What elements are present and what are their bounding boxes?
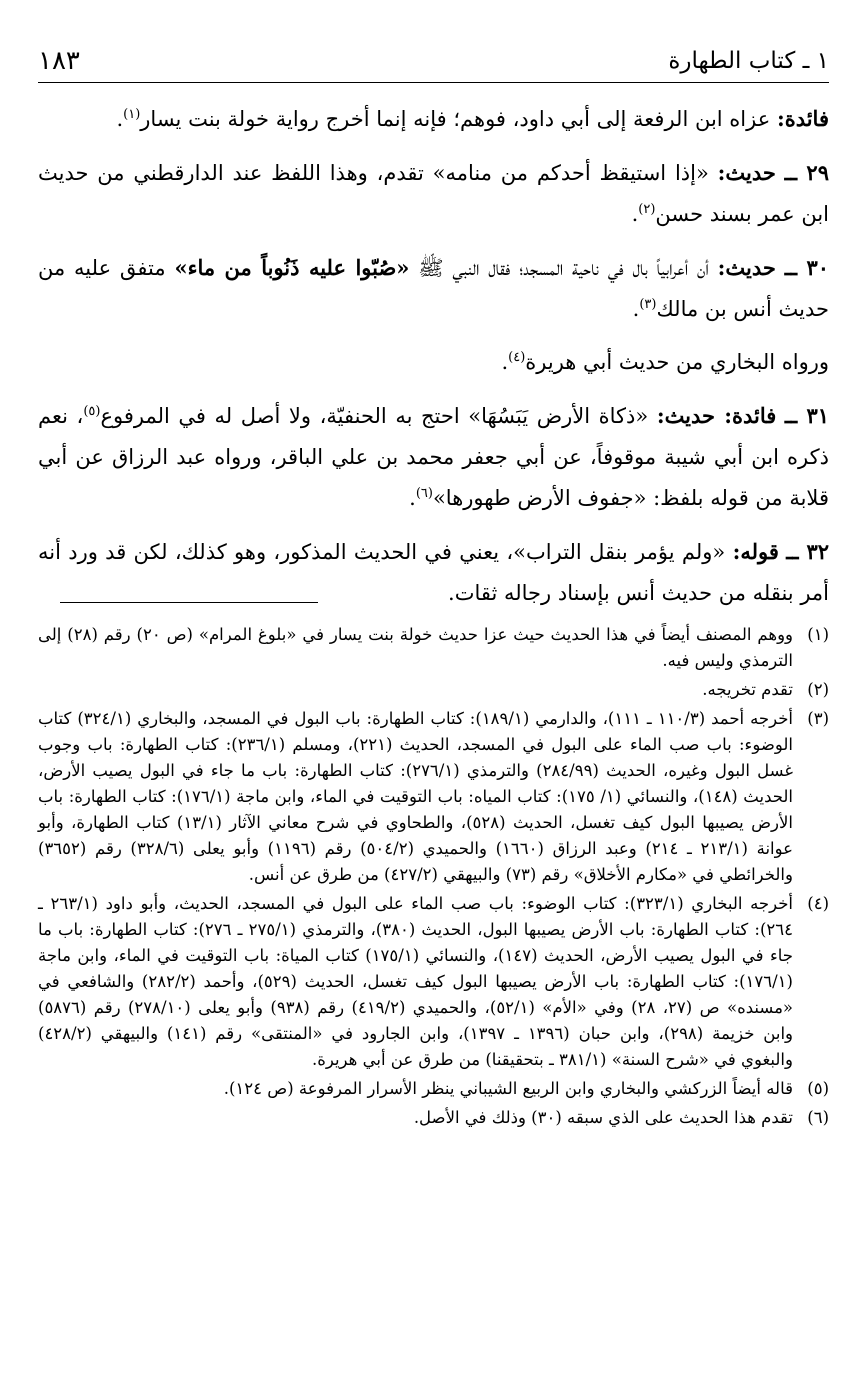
footnote-ref: (٥): [83, 404, 101, 419]
running-title: ١ ـ كتاب الطهارة: [668, 48, 829, 74]
paragraph-text: متفق عليه من حديث أنس بن مالك: [38, 256, 829, 321]
paragraph-text: عزاه ابن الرفعة إلى أبي داود، فوهم؛ فإنه إنما أخرج رواية خولة بنت يسار: [140, 107, 777, 131]
footnote-text: تقدم تخريجه.: [702, 680, 793, 699]
hadith-number: ٣٢ ــ: [786, 539, 829, 564]
hadith-number: ٣١ ــ: [784, 403, 829, 428]
footnote-ref: (٢): [638, 202, 656, 217]
paragraph-hadith-30: [38, 247, 829, 330]
page-header: [38, 44, 829, 84]
footnote-text: أخرجه البخاري (٣٢٣/١): كتاب الوضوء: باب صب الماء على البول في المسجد، الحديث، وأبو داود (٢٦٣/١ ـ ٢٦٤): كتاب الطهارة: باب الأرض يصيبها البول، الحديث (٣٨٠)، والترمذي (٢٧٥/١ ـ ٢٧٦): كتاب الطهارة: باب ما جاء في البول يصيب الأرض، الحديث (١٤٧)، والنسائي (١٧٥/١) كتاب المياة: باب التوقيت في الماء، وابن ماجة (١٧٦/١): كتاب الطهارة: باب الأرض يصيبها البول كيف تغسل، الحديث (٥٢٩)، وأحمد (٢٨٢/٢) والشافعي في «مسنده» ص (٢٧، ٢٨) وفي «الأم» (٥٢/١)، والحميدي (٤١٩/٢) رقم (٩٣٨) وأبو يعلى (٢٧٨/١٠) رقم (٥٨٧٦) وابن خزيمة (٢٩٨)، وابن حبان (١٣٩٦ ـ ١٣٩٧)، وابن الجارود في «المنتقى» رقم (١٤١) والبيهقي (٤٢٨/٢) والبغوي في «شرح السنة» (٣٨١/١ ـ بتحقيقنا) من طرق عن أبي هريرة.: [38, 894, 794, 1069]
paragraph-end: .: [409, 486, 416, 510]
paragraph-end: .: [501, 350, 509, 374]
footnote-number: (١): [807, 625, 829, 644]
header-rule: [38, 82, 829, 83]
hadith-number: ٣٠ ــ: [784, 255, 829, 280]
footnote-ref: (١): [123, 107, 141, 122]
footnote-text: ووهم المصنف أيضاً في هذا الحديث حيث عزا حديث خولة بنت يسار في «بلوغ المرام» (ص ٢٠) رقم (٢٨) إلى الترمذي وليس فيه.: [38, 625, 793, 670]
hadith-number: ٢٩ ــ: [784, 160, 829, 185]
footnote-ref: (٦): [415, 486, 433, 501]
footnote: [38, 622, 829, 674]
paragraph-label: حديث:: [717, 255, 776, 280]
paragraph-text: «ولم يؤمر بنقل التراب»، يعني في الحديث المذكور، وهو كذلك، لكن قد ورد أنه أمر بنقله من حديث أنس بإسناد رجاله ثقات.: [38, 540, 829, 605]
footnote: [38, 1105, 829, 1131]
main-text: [38, 98, 829, 614]
paragraph-bukhari-narration: [38, 342, 829, 383]
paragraph-hadith-31: [38, 395, 829, 519]
footnote-text: قاله أيضاً الزركشي والبخاري وابن الربيع الشيباني ينظر الأسرار المرفوعة (ص ١٢٤).: [223, 1079, 793, 1098]
paragraph-label: حديث:: [717, 160, 776, 185]
footnote-text: تقدم هذا الحديث على الذي سبقه (٣٠) وذلك في الأصل.: [413, 1108, 793, 1127]
footnote: [38, 891, 829, 1073]
footnote-ref: (٣): [639, 297, 657, 312]
footnote: [38, 706, 829, 888]
paragraph-text: ، نعم ذكره ابن أبي شيبة موقوفاً، عن أبي جعفر محمد بن علي الباقر، ورواه عبد الرزاق عن أبي قلابة من قوله بلفظ: «جفوف الأرض طهورها»: [38, 404, 829, 510]
paragraph-hadith-29: [38, 152, 829, 235]
footnote-separator: [60, 602, 318, 603]
paragraph-label: فائدة: حديث:: [656, 403, 777, 428]
paragraph-text: أن أعرابياً بال في ناحية المسجد؛ فقال النبي ﷺ: [409, 256, 718, 280]
paragraph-text: ورواه البخاري من حديث أبي هريرة: [525, 350, 829, 374]
footnote-number: (٦): [807, 1108, 829, 1127]
paragraph-label: فائدة:: [776, 106, 829, 131]
footnotes: [38, 622, 829, 1131]
paragraph-text: «ذكاة الأرض يَبَسُهَا» احتج به الحنفيّة، ولا أصل له في المرفوع: [100, 404, 657, 428]
paragraph-end: .: [116, 107, 124, 131]
paragraph-faida: [38, 98, 829, 140]
paragraph-end: .: [632, 297, 640, 321]
paragraph-end: .: [631, 202, 639, 226]
footnote-number: (٣): [807, 709, 829, 728]
page-number: ١٨٣: [38, 46, 80, 76]
footnote-text: أخرجه أحمد (١١٠/٣ ـ ١١١)، والدارمي (١٨٩/١): كتاب الطهارة: باب البول في المسجد، والبخاري (٣٢٤/١) كتاب الوضوء: باب صب الماء على البول في المسجد، الحديث (٢٢١)، ومسلم (٢٣٦/١): كتاب الطهارة: باب وجوب غسل البول وغيره، الحديث (٢٨٤/٩٩) والترمذي (٢٧٦/١): كتاب الطهارة: باب ما جاء في البول يصيب الأرض، الحديث (١٤٨)، والنسائي (١/ ١٧٥): كتاب المياه: باب التوقيت في الماء، وابن ماجة (١٧٦/١): كتاب الطهارة: باب الأرض يصيبها البول كيف تغسل، الحديث (٥٢٨)، والطحاوي في شرح معاني الآثار (١٣/١) كتاب الطهارة، وأبو عوانة (٢١٣/١ ـ ٢١٤) وعبد الرزاق (١٦٦٠) والحميدي (٥٠٤/٢) رقم (١١٩٦) وأبو يعلى (٣٢٨/٦) رقم (٣٦٥٢) والخرائطي في «مكارم الأخلاق» رقم (٧٣) والبيهقي (٤٢٧/٢) من طرق عن أنس.: [38, 709, 794, 884]
hadith-quote: «صُبّوا عليه ذَنُوباً من ماء»: [174, 255, 410, 280]
paragraph-text: «إذا استيقظ أحدكم من منامه» تقدم، وهذا اللفظ عند الدارقطني من حديث ابن عمر بسند حسن: [38, 161, 829, 226]
footnote-number: (٥): [807, 1079, 829, 1098]
footnote: [38, 677, 829, 703]
footnote-ref: (٤): [508, 350, 526, 365]
footnote-number: (٤): [807, 894, 829, 913]
footnote: [38, 1076, 829, 1102]
paragraph-label: قوله:: [732, 539, 779, 564]
footnote-number: (٢): [807, 680, 829, 699]
